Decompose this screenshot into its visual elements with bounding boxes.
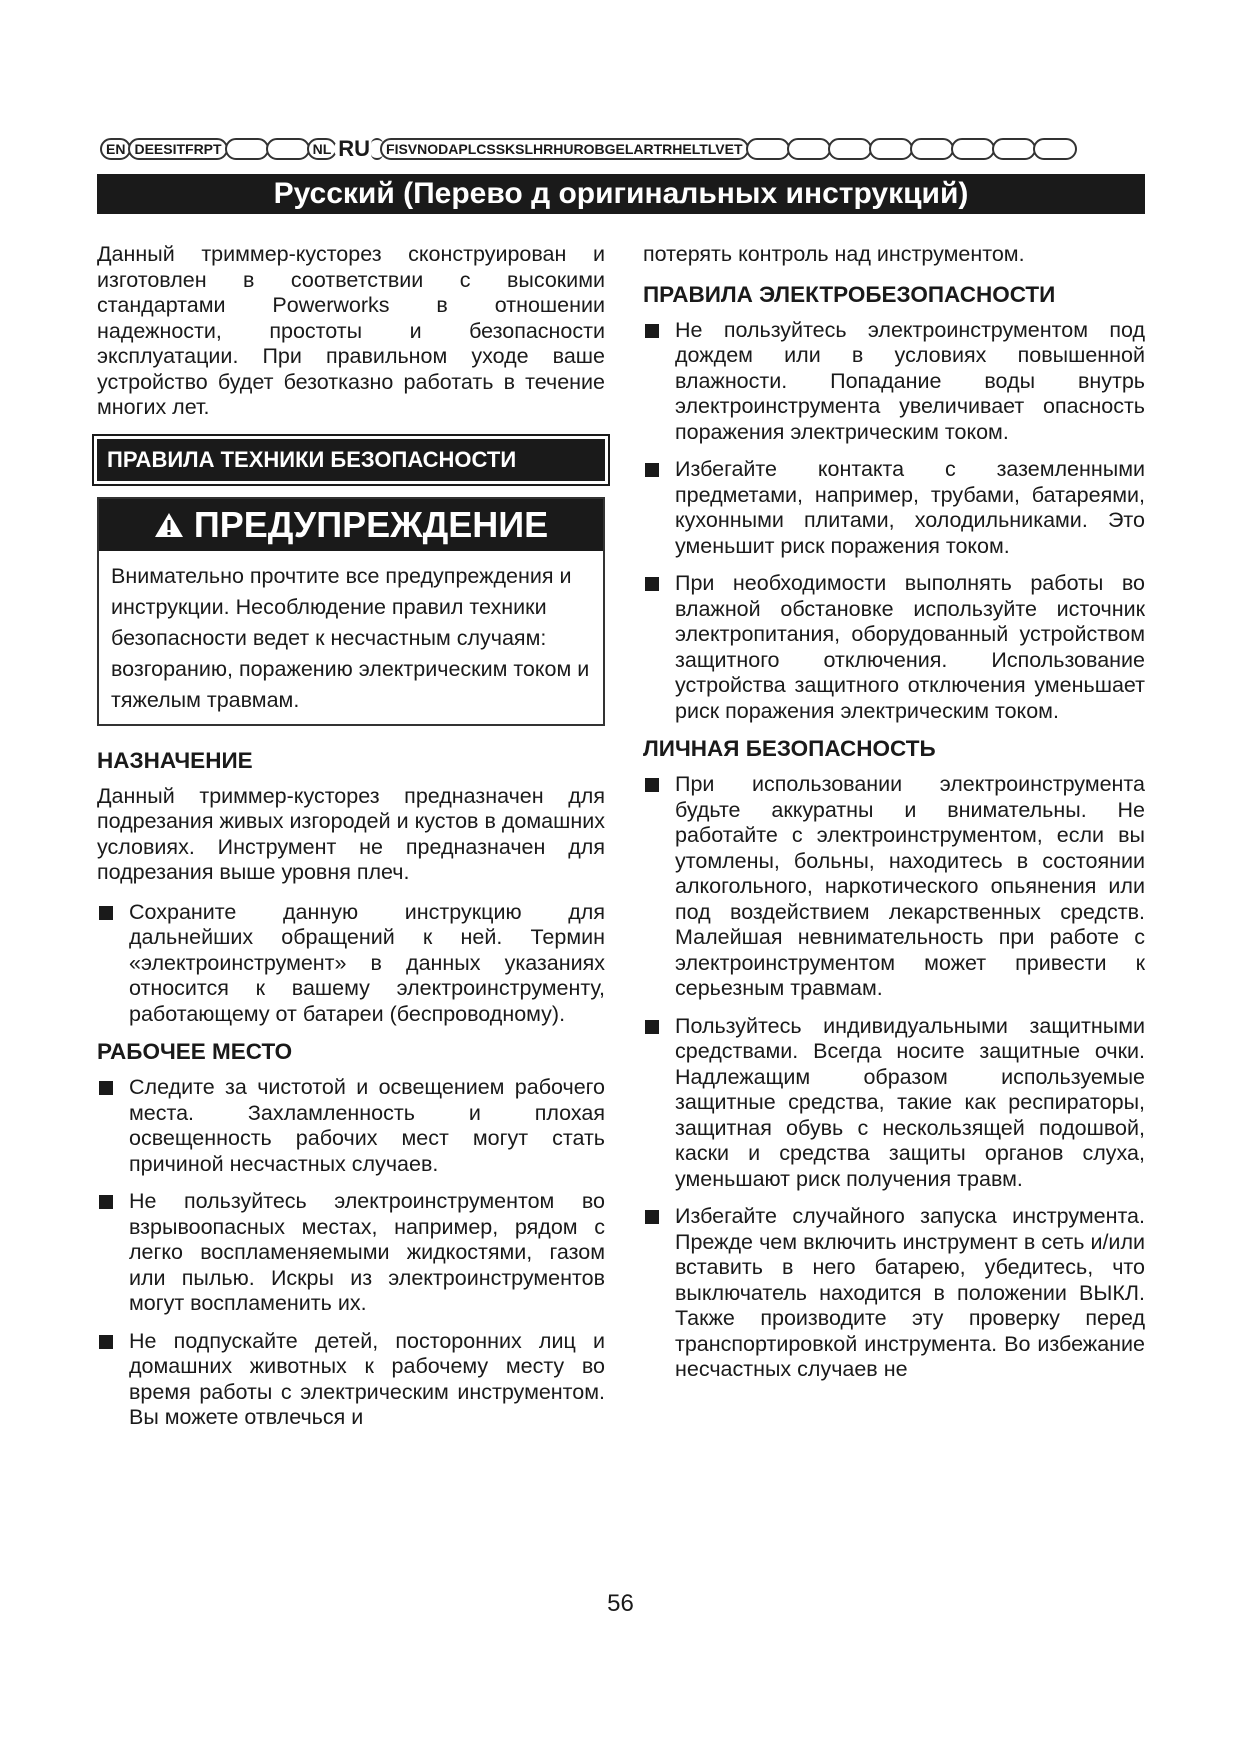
list-item-text: Сохраните данную инструкцию для дальнейших обращений к ней. Термин «электроинструмент» в данных указаниях относится к вашему электроинструменту, работающему от батареи (беспроводному). <box>129 899 605 1026</box>
square-bullet-icon <box>99 906 113 920</box>
warning-header <box>99 499 603 551</box>
right-column <box>643 242 1145 1395</box>
purpose-heading: НАЗНАЧЕНИЕ <box>97 747 253 773</box>
square-bullet-icon <box>645 324 659 338</box>
lang-tab-group-1: DEESITFRPT <box>128 138 227 160</box>
list-item-text: Не пользуйтесь электроинструментом под дождем или в условиях повышенной влажности. Попадание воды внутрь электроинструмента увеличивает опасность поражения электрическим током. <box>675 317 1145 444</box>
warning-box <box>97 497 605 726</box>
intro-paragraph: Данный триммер-кусторез сконструирован и изготовлен в соответствии с высокими стандартами Powerworks в отношении надежности, простоты и безопасности эксплуатации. При правильном уходе ваше устройство будет безотказно работать в течение многих лет. <box>97 242 605 419</box>
list-item-text: Не подпускайте детей, посторонних лиц и домашних животных к рабочему месту во время работы с электрическим инструментом. Вы можете отвлечься и <box>129 1328 605 1429</box>
language-tabs <box>100 136 1140 162</box>
list-item-text: Не пользуйтесь электроинструментом во взрывоопасных местах, например, рядом с легко воспламеняемыми жидкостями, газом или пылью. Искры из электроинструментов могут воспламенить их. <box>129 1189 605 1315</box>
square-bullet-icon <box>99 1195 113 1209</box>
square-bullet-icon <box>99 1081 113 1095</box>
lang-tab-empty <box>951 138 995 160</box>
continued-paragraph: потерять контроль над инструментом. <box>643 242 1025 266</box>
warning-title: ПРЕДУПРЕЖДЕНИЕ <box>193 503 549 545</box>
list-item-text: При использовании электроинструмента будьте аккуратны и внимательны. Не работайте с электроинструментом, если вы утомлены, больны, находитесь в состоянии алкогольного, наркотического опьянения или под воздействием лекарственных средств. Малейшая невнимательность при работе с электроинструментом может привести к серьезным травмам. <box>675 772 1145 1000</box>
list-item <box>643 571 1145 724</box>
lang-tab-empty <box>1033 138 1077 160</box>
list-item <box>97 1189 605 1317</box>
safety-heading: ПРАВИЛА ТЕХНИКИ БЕЗОПАСНОСТИ <box>97 439 605 481</box>
lang-tab-empty <box>992 138 1036 160</box>
lang-tab-empty <box>787 138 831 160</box>
electrical-safety-list <box>643 318 1145 725</box>
lang-tab-empty <box>828 138 872 160</box>
square-bullet-icon <box>99 1335 113 1349</box>
square-bullet-icon <box>645 1020 659 1034</box>
lang-tab-nl: NL <box>307 138 338 160</box>
lang-tab-empty <box>910 138 954 160</box>
purpose-list <box>97 900 605 1028</box>
list-item <box>643 1204 1145 1383</box>
warning-text: Внимательно прочтите все предупреждения и инструкции. Несоблюдение правил техники безопасности ведет к несчастным случаям: возгоранию, поражению электрическим током и тяжелым травмам. <box>111 563 590 712</box>
list-item <box>97 900 605 1028</box>
workplace-heading: РАБОЧЕЕ МЕСТО <box>97 1039 293 1064</box>
list-item <box>643 772 1145 1002</box>
warning-triangle-icon <box>154 512 184 538</box>
electrical-safety-heading: ПРАВИЛА ЭЛЕКТРОБЕЗОПАСНОСТИ <box>643 281 1056 307</box>
square-bullet-icon <box>645 463 659 477</box>
square-bullet-icon <box>645 1210 659 1224</box>
list-item-text: При необходимости выполнять работы во влажной обстановке используйте источник электропитания, оборудованный устройством защитного отключения. Использование устройства защитного отключения уменьшает риск поражения электрическим током. <box>675 571 1145 723</box>
purpose-paragraph: Данный триммер-кусторез предназначен для подрезания живых изгородей и кустов в домашних условиях. Инструмент не предназначен для подрезания выше уровня плеч. <box>97 783 605 884</box>
list-item-text: Пользуйтесь индивидуальными защитными средствами. Всегда носите защитные очки. Надлежащим образом используемые защитные средства, такие как респираторы, защитная обувь с нескользящей подошвой, каски и средства защиты органов слуха, уменьшают риск получения травм. <box>675 1013 1145 1191</box>
page-number: 56 <box>607 1590 634 1617</box>
lang-tab-ru-active: RU <box>334 138 374 160</box>
list-item <box>97 1329 605 1431</box>
square-bullet-icon <box>645 778 659 792</box>
square-bullet-icon <box>645 577 659 591</box>
lang-tab-empty <box>225 138 269 160</box>
lang-tab-empty <box>746 138 790 160</box>
lang-tab-empty <box>266 138 310 160</box>
page-title: Русский (Перево д оригинальных инструкций) <box>97 174 1145 214</box>
list-item <box>643 318 1145 446</box>
personal-safety-heading: ЛИЧНАЯ БЕЗОПАСНОСТЬ <box>643 736 936 761</box>
workplace-list <box>97 1075 605 1431</box>
list-item-text: Избегайте случайного запуска инструмента. Прежде чем включить инструмент в сеть и/или вставить в него батарею, убедитесь, что выключатель находится в положении ВЫКЛ. Также производите эту проверку перед транспортировкой инструмента. Во избежание несчастных случаев не <box>675 1204 1145 1381</box>
lang-tab-group-2: FISVNODAPLCSSKSLHRHUROBGELARTRHELTLVET <box>380 138 748 160</box>
list-item-text: Следите за чистотой и освещением рабочего места. Захламленность и плохая освещенность рабочих мест могут стать причиной несчастных случаев. <box>129 1075 605 1176</box>
lang-tab-en: EN <box>100 138 131 160</box>
list-item <box>643 457 1145 559</box>
left-column <box>97 242 605 1443</box>
personal-safety-list <box>643 772 1145 1383</box>
list-item <box>643 1014 1145 1193</box>
list-item-text: Избегайте контакта с заземленными предметами, например, трубами, батареями, кухонными плитами, холодильниками. Это уменьшит риск поражения током. <box>675 457 1145 558</box>
lang-tab-empty <box>869 138 913 160</box>
list-item <box>97 1075 605 1177</box>
